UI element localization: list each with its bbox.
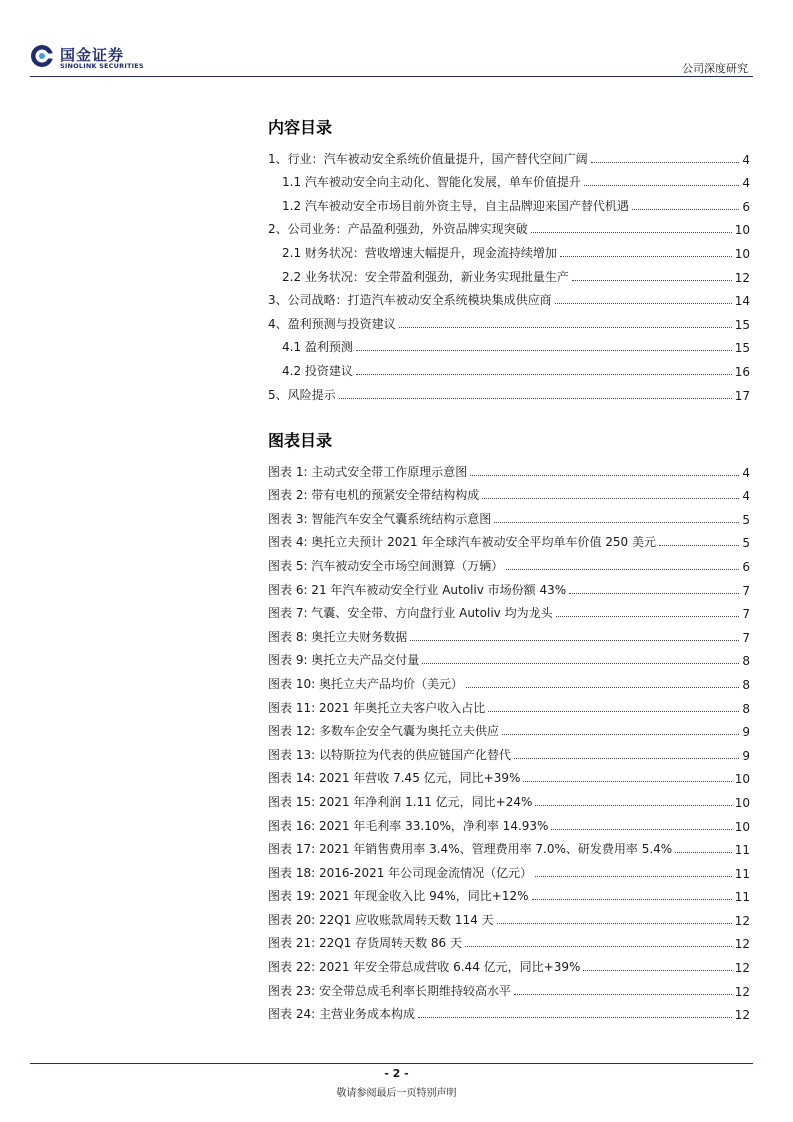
figure-entry-page-number: 8	[742, 654, 750, 669]
figure-entry-title: 图表 2: 带有电机的预紧安全带结构构成	[268, 488, 480, 503]
dot-leader	[675, 852, 732, 853]
dot-leader	[470, 475, 739, 476]
figure-entry-page-number: 10	[734, 795, 750, 810]
figure-entry-title: 图表 23: 安全带总成毛利率长期维持较高水平	[268, 983, 511, 998]
toc-entry-page-number: 12	[734, 270, 750, 285]
figure-entry-page-number: 11	[734, 890, 750, 905]
figure-entry-title: 图表 3: 智能汽车安全气囊系统结构示意图	[268, 511, 492, 526]
page-header	[0, 0, 793, 80]
toc-entry[interactable]	[268, 355, 750, 379]
figure-entry-title: 图表 24: 主营业务成本构成	[268, 1007, 415, 1022]
figure-entry[interactable]	[268, 975, 750, 999]
dot-leader	[659, 545, 739, 546]
toc-entry[interactable]	[268, 214, 750, 238]
figure-entry[interactable]	[268, 834, 750, 858]
logo-english-name: SINOLINK SECURITIES	[60, 62, 144, 70]
toc-entry-title: 2.2 业务状况：安全带盈利强劲，新业务实现批量生产	[282, 269, 569, 284]
figure-entry[interactable]	[268, 786, 750, 810]
dot-leader	[632, 209, 739, 210]
figure-entry-page-number: 6	[742, 559, 750, 574]
figure-entry[interactable]	[268, 928, 750, 952]
dot-leader	[418, 1017, 732, 1018]
dot-leader	[339, 398, 732, 399]
logo-chinese-name: 国金证券	[60, 46, 125, 64]
toc-entry[interactable]	[268, 379, 750, 403]
toc-entry-page-number: 10	[734, 223, 750, 238]
toc-entry-title: 4、盈利预测与投资建议	[268, 316, 396, 331]
toc-entry-page-number: 4	[742, 176, 750, 191]
header-divider	[30, 76, 753, 77]
dot-leader	[531, 232, 732, 233]
dot-leader	[356, 350, 732, 351]
figure-entry-title: 图表 8: 奥托立夫财务数据	[268, 629, 408, 644]
dot-leader	[488, 711, 739, 712]
dot-leader	[584, 185, 739, 186]
figure-entry-title: 图表 12: 多数车企安全气囊为奥托立夫供应	[268, 724, 499, 739]
figure-entry-page-number: 7	[742, 630, 750, 645]
toc-entry-title: 1.2 汽车被动安全市场目前外资主导，自主品牌迎来国产替代机遇	[282, 198, 629, 213]
dot-leader	[514, 758, 739, 759]
toc-entry[interactable]	[268, 237, 750, 261]
dot-leader	[506, 569, 739, 570]
figure-entry[interactable]	[268, 456, 750, 480]
dot-leader	[422, 663, 739, 664]
toc-entry-title: 1、行业：汽车被动安全系统价值量提升，国产替代空间广阔	[268, 151, 588, 166]
dot-leader	[551, 829, 731, 830]
dot-leader	[535, 805, 731, 806]
figure-entry-page-number: 4	[742, 465, 750, 480]
figure-entry[interactable]	[268, 763, 750, 787]
figure-entry-title: 图表 9: 奥托立夫产品交付量	[268, 653, 420, 668]
dot-leader	[497, 923, 732, 924]
figure-entry-page-number: 12	[734, 1008, 750, 1023]
figure-entry-title: 图表 15: 2021 年净利润 1.11 亿元，同比+24%	[268, 794, 533, 809]
dot-leader	[502, 734, 739, 735]
dot-leader	[591, 162, 740, 163]
report-type-label: 公司深度研究	[682, 62, 748, 75]
figures-title: 图表目录	[268, 431, 333, 450]
figure-entry[interactable]	[268, 503, 750, 527]
figure-entry[interactable]	[268, 668, 750, 692]
figure-entry[interactable]	[268, 550, 750, 574]
figure-entry-page-number: 11	[734, 843, 750, 858]
figure-entry-page-number: 7	[742, 583, 750, 598]
dot-leader	[560, 256, 732, 257]
dot-leader	[569, 593, 739, 594]
toc-entry-page-number: 14	[734, 294, 750, 309]
toc-entry[interactable]	[268, 167, 750, 191]
figure-entry-page-number: 9	[742, 725, 750, 740]
figure-entry-title: 图表 10: 奥托立夫产品均价（美元）	[268, 676, 463, 691]
toc-entry-title: 2.1 财务状况：营收增速大幅提升，现金流持续增加	[282, 245, 557, 260]
toc-entry-page-number: 10	[734, 246, 750, 261]
toc-entry-page-number: 15	[734, 317, 750, 332]
figure-entry[interactable]	[268, 904, 750, 928]
figure-entry-page-number: 7	[742, 607, 750, 622]
figure-entry-title: 图表 7: 气囊、安全带、方向盘行业 Autoliv 均为龙头	[268, 606, 553, 621]
toc-entry-title: 2、公司业务：产品盈利强劲，外资品牌实现突破	[268, 222, 528, 237]
toc-entry[interactable]	[268, 332, 750, 356]
dot-leader	[356, 374, 732, 375]
company-logo	[30, 42, 150, 74]
figure-entry-title: 图表 1: 主动式安全带工作原理示意图	[268, 464, 468, 479]
footer-divider	[30, 1063, 753, 1064]
toc-entry-title: 3、公司战略：打造汽车被动安全系统模块集成供应商	[268, 293, 552, 308]
dot-leader	[523, 781, 731, 782]
toc-entry-page-number: 15	[734, 341, 750, 356]
figure-entry-title: 图表 6: 21 年汽车被动安全行业 Autoliv 市场份额 43%	[268, 582, 567, 597]
figure-entry[interactable]	[268, 739, 750, 763]
dot-leader	[572, 280, 732, 281]
dot-leader	[466, 687, 739, 688]
figure-entry-page-number: 8	[742, 701, 750, 716]
figure-entry[interactable]	[268, 621, 750, 645]
figure-entry-title: 图表 14: 2021 年营收 7.45 亿元，同比+39%	[268, 771, 521, 786]
figure-entry-title: 图表 18: 2016-2021 年公司现金流情况（亿元）	[268, 865, 533, 880]
figure-entry-page-number: 10	[734, 819, 750, 834]
dot-leader	[556, 616, 740, 617]
dot-leader	[399, 327, 732, 328]
toc-entry[interactable]	[268, 261, 750, 285]
toc-entry-page-number: 6	[742, 199, 750, 214]
figure-entry-title: 图表 17: 2021 年销售费用率 3.4%、管理费用率 7.0%、研发费用率 5.4%	[268, 842, 673, 857]
figure-entry-page-number: 11	[734, 866, 750, 881]
dot-leader	[555, 303, 732, 304]
footer-disclaimer: 敬请参阅最后一页特别声明	[336, 1088, 457, 1099]
figure-entry-title: 图表 20: 22Q1 应收账款周转天数 114 天	[268, 912, 494, 927]
dot-leader	[482, 498, 739, 499]
toc-entry-page-number: 16	[734, 364, 750, 379]
figures-list	[268, 456, 750, 1022]
toc-entry-title: 5、风险提示	[268, 387, 336, 402]
figure-entry[interactable]	[268, 716, 750, 740]
toc-entry[interactable]	[268, 308, 750, 332]
toc-entry-page-number: 17	[734, 388, 750, 403]
dot-leader	[583, 970, 731, 971]
toc-entry-title: 1.1 汽车被动安全向主动化、智能化发展，单车价值提升	[282, 175, 581, 190]
figure-entry-page-number: 8	[742, 677, 750, 692]
toc-entry[interactable]	[268, 143, 750, 167]
dot-leader	[410, 640, 739, 641]
figure-entry[interactable]	[268, 810, 750, 834]
figure-entry[interactable]	[268, 574, 750, 598]
figure-entry-title: 图表 4: 奥托立夫预计 2021 年全球汽车被动安全平均单车价值 250 美元	[268, 535, 657, 550]
figure-entry-title: 图表 11: 2021 年奥托立夫客户收入占比	[268, 700, 486, 715]
figure-entry[interactable]	[268, 527, 750, 551]
toc-entry[interactable]	[268, 190, 750, 214]
page-number: - 2 -	[384, 1067, 409, 1080]
figure-entry-title: 图表 19: 2021 年现金收入比 94%，同比+12%	[268, 889, 529, 904]
figure-entry-page-number: 12	[734, 937, 750, 952]
figure-entry-page-number: 9	[742, 748, 750, 763]
figure-entry-page-number: 4	[742, 489, 750, 504]
logo-mark-icon	[30, 44, 54, 68]
dot-leader	[514, 994, 732, 995]
dot-leader	[535, 876, 732, 877]
figure-entry[interactable]	[268, 881, 750, 905]
figure-entry-page-number: 12	[734, 961, 750, 976]
figure-entry[interactable]	[268, 999, 750, 1023]
figure-entry[interactable]	[268, 645, 750, 669]
figure-entry[interactable]	[268, 857, 750, 881]
figure-entry-page-number: 10	[734, 772, 750, 787]
figure-entry[interactable]	[268, 598, 750, 622]
toc-entry-title: 4.2 投资建议	[282, 363, 353, 378]
figure-entry-title: 图表 16: 2021 年毛利率 33.10%，净利率 14.93%	[268, 818, 549, 833]
figure-entry-page-number: 12	[734, 984, 750, 999]
figure-entry-page-number: 12	[734, 913, 750, 928]
contents-title: 内容目录	[268, 118, 333, 137]
dot-leader	[465, 946, 732, 947]
figure-entry-title: 图表 5: 汽车被动安全市场空间测算（万辆）	[268, 558, 504, 573]
figure-entry-page-number: 5	[742, 512, 750, 527]
figure-entry-page-number: 5	[742, 536, 750, 551]
figure-entry[interactable]	[268, 951, 750, 975]
figure-entry-title: 图表 21: 22Q1 存货周转天数 86 天	[268, 936, 463, 951]
dot-leader	[494, 522, 739, 523]
dot-leader	[532, 899, 732, 900]
figure-entry[interactable]	[268, 480, 750, 504]
toc-entry-page-number: 4	[742, 152, 750, 167]
figure-entry-title: 图表 13: 以特斯拉为代表的供应链国产化替代	[268, 747, 511, 762]
toc-entry-title: 4.1 盈利预测	[282, 340, 353, 355]
contents-list	[268, 143, 750, 403]
toc-entry[interactable]	[268, 285, 750, 309]
figure-entry-title: 图表 22: 2021 年安全带总成营收 6.44 亿元，同比+39%	[268, 960, 581, 975]
figure-entry[interactable]	[268, 692, 750, 716]
